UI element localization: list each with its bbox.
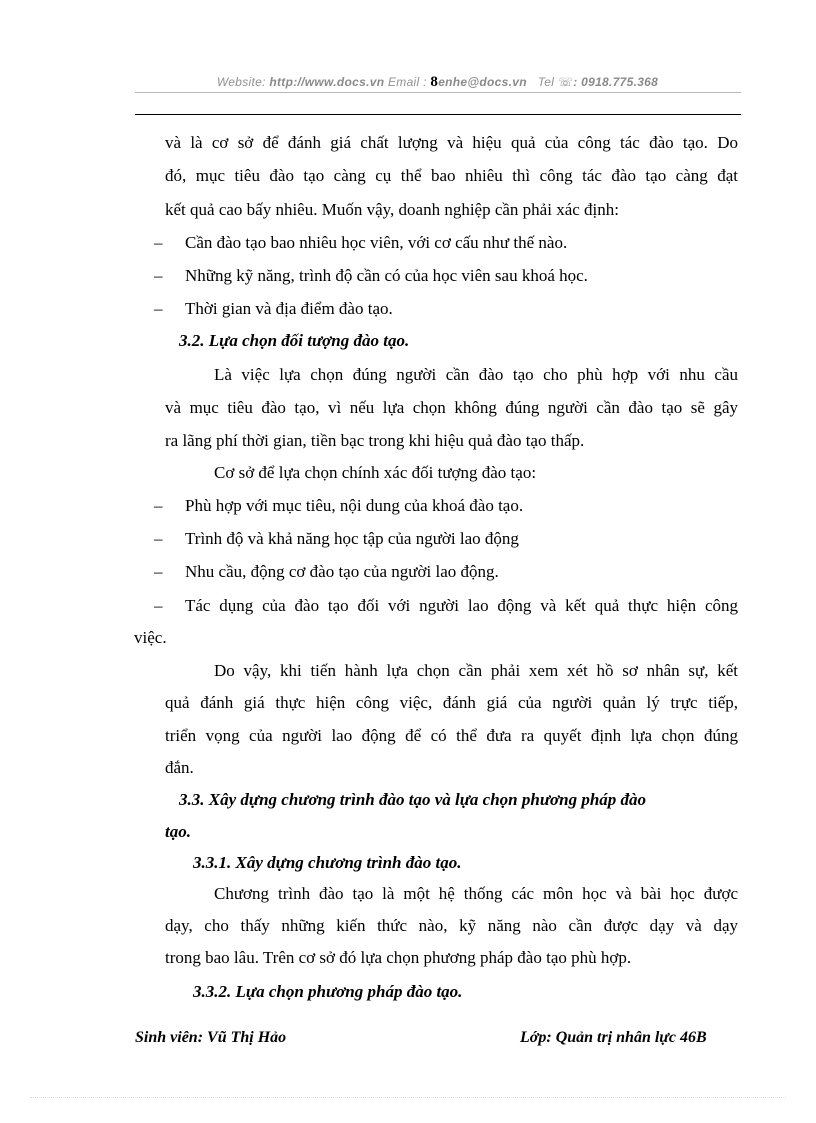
- paragraph-line: đó, mục tiêu đào tạo càng cụ thể bao nhiêu thì công tác đào tạo càng đạt: [165, 166, 738, 185]
- footer-class: Lớp: Quản trị nhân lực 46B: [520, 1029, 707, 1046]
- bullet-item: Trình độ và khả năng học tập của người lao động: [185, 529, 519, 548]
- paragraph-line: quả đánh giá thực hiện công việc, đánh giá của người quản lý trực tiếp,: [165, 693, 738, 712]
- tel-label: Tel: [537, 75, 555, 89]
- bullet-dash: –: [154, 562, 163, 581]
- footer-student: Sinh viên: Vũ Thị Hảo: [135, 1029, 287, 1046]
- paragraph-line: trong bao lâu. Trên cơ sở đó lựa chọn phương pháp đào tạo phù hợp.: [165, 948, 632, 967]
- email-value[interactable]: enhe@docs.vn: [438, 75, 527, 89]
- website-label: Website:: [216, 75, 266, 89]
- bullet-item: Phù hợp với mục tiêu, nội dung của khoá đào tạo.: [185, 496, 524, 515]
- bullet-dash: –: [154, 596, 163, 615]
- bullet-item: Tác dụng của đào tạo đối với người lao động và kết quả thực hiện công: [185, 596, 738, 615]
- section-heading-3-3-cont: tạo.: [165, 822, 191, 841]
- paragraph-line: đắn.: [165, 758, 194, 777]
- website-link[interactable]: http://www.docs.vn: [269, 75, 385, 89]
- section-heading-3-3: 3.3. Xây dựng chương trình đào tạo và lựa chọn phương pháp đào: [179, 790, 647, 809]
- bullet-dash: –: [154, 496, 163, 515]
- email-label: Email :: [387, 75, 427, 89]
- tel-value: : 0918.775.368: [573, 75, 659, 89]
- paragraph-line: kết quả cao bấy nhiêu. Muốn vậy, doanh nghiệp cần phải xác định:: [165, 200, 619, 219]
- bullet-dash: –: [154, 266, 163, 285]
- bullet-item-continuation: việc.: [134, 628, 167, 647]
- page-number: 8: [430, 74, 439, 90]
- section-heading-3-2: 3.2. Lựa chọn đối tượng đào tạo.: [179, 331, 410, 350]
- paragraph-line: dạy, cho thấy những kiến thức nào, kỹ năng nào cần được dạy và dạy: [165, 916, 738, 935]
- paragraph-line: triển vọng của người lao động để có thể đưa ra quyết định lựa chọn đúng: [165, 726, 738, 745]
- bullet-dash: –: [154, 529, 163, 548]
- bullet-item: Những kỹ năng, trình độ cần có của học viên sau khoá học.: [185, 266, 588, 285]
- paragraph-line: ra lãng phí thời gian, tiền bạc trong khi hiệu quả đào tạo thấp.: [165, 431, 585, 450]
- bullet-item: Cần đào tạo bao nhiêu học viên, với cơ cấu như thế nào.: [185, 233, 568, 252]
- phone-icon: ☏: [557, 75, 574, 89]
- paragraph-line: Chương trình đào tạo là một hệ thống các môn học và bài học được: [214, 884, 738, 903]
- bullet-dash: –: [154, 233, 163, 252]
- bullet-dash: –: [154, 299, 163, 318]
- subsection-heading-3-3-2: 3.3.2. Lựa chọn phương pháp đào tạo.: [193, 982, 463, 1001]
- paragraph-line: và là cơ sở để đánh giá chất lượng và hiệu quả của công tác đào tạo. Do: [165, 133, 738, 152]
- paragraph-line: Là việc lựa chọn đúng người cần đào tạo cho phù hợp với nhu cầu: [214, 365, 738, 384]
- paragraph-line: Do vậy, khi tiến hành lựa chọn cần phải xem xét hồ sơ nhân sự, kết: [214, 661, 738, 680]
- bullet-item: Thời gian và địa điểm đào tạo.: [185, 299, 393, 318]
- paragraph-line: Cơ sở để lựa chọn chính xác đối tượng đào tạo:: [214, 463, 537, 482]
- bullet-item: Nhu cầu, động cơ đào tạo của người lao động.: [185, 562, 499, 581]
- page-bottom-divider: [30, 1097, 786, 1098]
- paragraph-line: và mục tiêu đào tạo, vì nếu lựa chọn không đúng người cần đào tạo sẽ gây: [165, 398, 738, 417]
- subsection-heading-3-3-1: 3.3.1. Xây dựng chương trình đào tạo.: [193, 853, 462, 872]
